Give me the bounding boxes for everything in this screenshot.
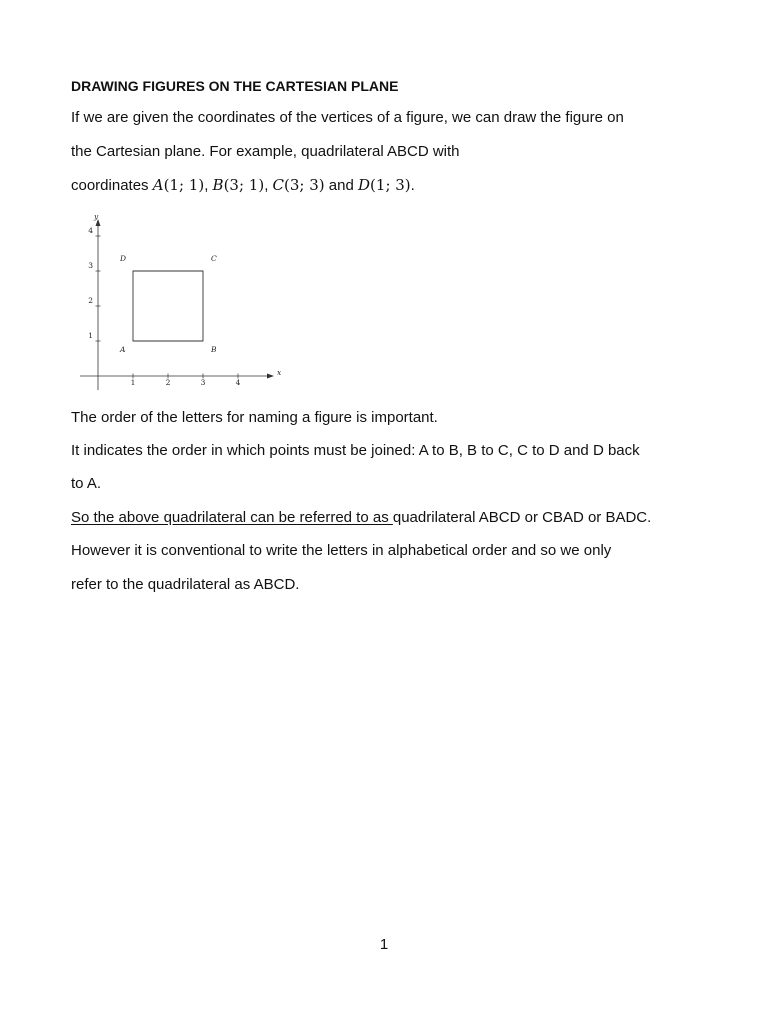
vertex-labels [119, 254, 217, 354]
point-d-coords: (1; 3) [370, 176, 411, 194]
point-c-coords: (3; 3) [284, 176, 325, 194]
intro-line-2: the Cartesian plane. For example, quadrilateral ABCD with [71, 143, 460, 160]
intro-line-3 [71, 175, 415, 196]
body-line-4 [71, 508, 651, 528]
vertex-label-b: B [211, 345, 217, 354]
separator: and [324, 177, 359, 194]
body-line-3: to A. [71, 475, 102, 492]
body-line-4-rest: quadrilateral ABCD or CBAD or BADC. [392, 509, 652, 526]
axes [80, 212, 282, 390]
y-axis-label: y [94, 212, 99, 221]
coordinates-prefix: coordinates [71, 177, 153, 194]
separator: , [264, 177, 273, 194]
x-tick-label: 2 [165, 378, 171, 387]
underlined-phrase: So the above quadrilateral can be referred to as [71, 509, 393, 526]
body-line-2: It indicates the order in which points must be joined: A to B, B to C, C to D and D back [71, 442, 640, 459]
body-line-1: The order of the letters for naming a figure is important. [71, 409, 438, 426]
intro-line-1: If we are given the coordinates of the vertices of a figure, we can draw the figure on [71, 109, 624, 126]
point-a [153, 176, 204, 194]
point-b-coords: (3; 1) [223, 176, 265, 194]
y-tick-label: 1 [88, 331, 93, 340]
ticks [88, 226, 240, 387]
x-axis-arrow [267, 374, 274, 379]
vertex-label-d: D [120, 254, 127, 263]
point-c [273, 176, 325, 194]
point-b-name: B [212, 176, 224, 194]
y-tick-label: 4 [88, 226, 93, 235]
separator: . [410, 177, 415, 194]
point-a-coords: (1; 1) [163, 176, 205, 194]
x-axis-label: x [277, 368, 282, 377]
vertex-label-c: C [211, 254, 217, 263]
point-c-name: C [272, 176, 285, 194]
separator: , [204, 177, 213, 194]
point-d [358, 176, 411, 194]
body-line-5: However it is conventional to write the letters in alphabetical order and so we only [71, 542, 612, 559]
point-d-name: D [358, 176, 371, 194]
x-tick-label: 1 [130, 378, 136, 387]
y-tick-label: 3 [88, 261, 93, 270]
x-tick-label: 4 [235, 378, 241, 387]
point-b [213, 176, 265, 194]
quadrilateral-outline [133, 271, 203, 341]
vertex-label-a: A [120, 345, 126, 354]
y-tick-label: 2 [88, 296, 93, 305]
cartesian-plane-figure [78, 208, 340, 394]
heading: DRAWING FIGURES ON THE CARTESIAN PLANE [71, 78, 399, 94]
page-number: 1 [379, 936, 389, 953]
quadrilateral-abcd [133, 271, 203, 341]
x-tick-label: 3 [200, 378, 206, 387]
point-a-name: A [152, 176, 164, 194]
body-line-6: refer to the quadrilateral as ABCD. [71, 576, 300, 593]
